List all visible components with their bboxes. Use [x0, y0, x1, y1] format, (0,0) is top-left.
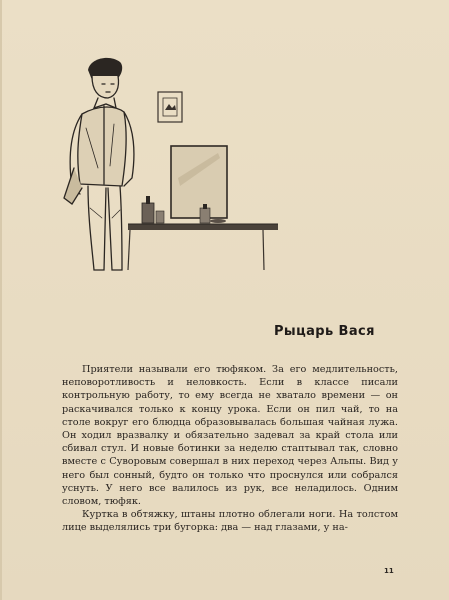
boy-in-room-illustration: [58, 48, 288, 280]
table: [128, 224, 278, 270]
wall-picture: [158, 92, 182, 122]
chapter-title: Рыцарь Вася: [274, 324, 375, 339]
chapter-body: [62, 363, 398, 535]
page-number: 11: [384, 567, 394, 575]
boy-figure: [64, 58, 134, 270]
mirror: [171, 146, 227, 218]
paragraph: Приятели называли его тюфяком. За его медлительность, неповоротливость и неловкость. Если в классе писали контрольную работу, то ему всегда не хватало времени — он раскачивался только к концу урока. Если он пил чай, то на столе вокруг его блюдца образовывалась большая чайная лужа. Он ходил вразвалку и обязательно задевал за край стола или сбивал стул. И новые ботинки за неделю стаптывал так, словно вместе с Суворовым совершал в них переход через Альпы. Вид у него был сонный, будто он только что проснулся или собрался уснуть. У него все валилось из рук, все неладилось. Одним словом, тюфяк.: [62, 364, 398, 508]
paragraph: Куртка в обтяжку, штаны плотно облегали ноги. На толстом лице выделялись три бугорка: два — над глазами, у на-: [62, 509, 398, 534]
